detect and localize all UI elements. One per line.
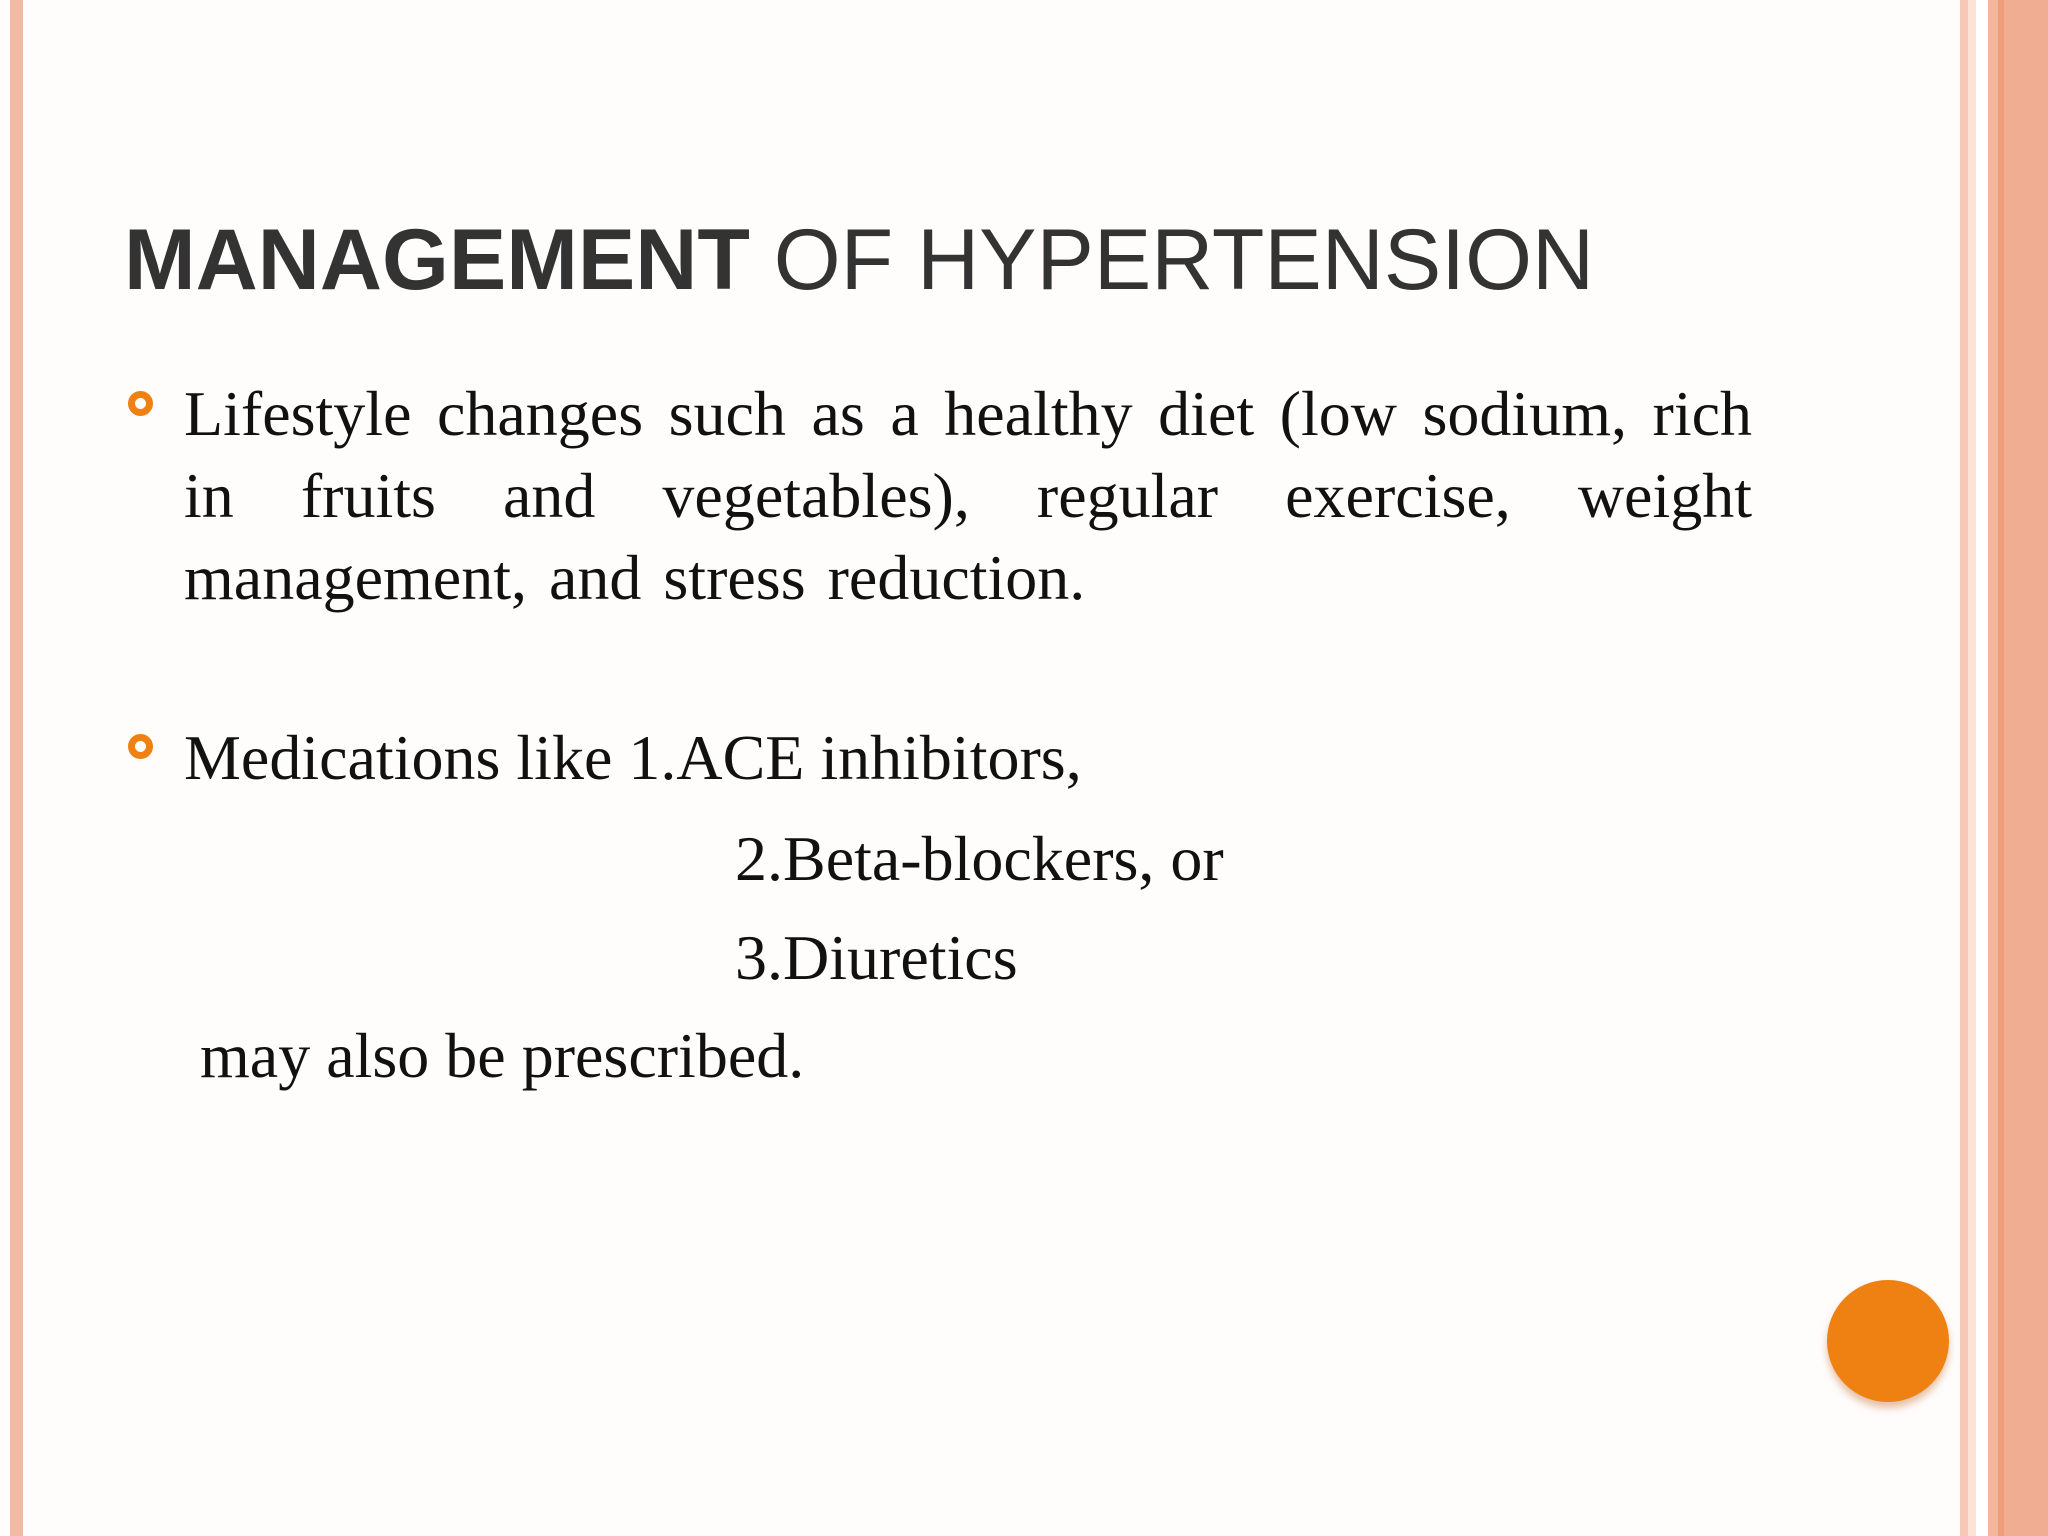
bullet-medications-line4: may also be prescribed. — [200, 1020, 805, 1091]
bullet-circle-icon — [128, 391, 153, 416]
slide-title — [124, 210, 1594, 310]
right-border-stripe — [2004, 0, 2048, 1536]
slide-title-rest: OF HYPERTENSION — [749, 212, 1595, 308]
right-border-stripe — [1976, 0, 1988, 1536]
right-border-stripe — [1960, 0, 1968, 1536]
bullet-medications-line2: 2.Beta-blockers, or — [735, 823, 1224, 894]
bullet-circle-icon — [128, 734, 153, 759]
bullet-medications-line1: Medications like 1.ACE inhibitors, — [184, 722, 1082, 793]
orange-circle-decoration-icon — [1827, 1280, 1949, 1402]
bullet-lifestyle-text: Lifestyle changes such as a healthy diet (low sodium, rich in fruits and vegetables), regular exercise, weight management, and stress reduction. — [184, 378, 1752, 613]
left-border-stripe — [10, 0, 23, 1536]
right-border-stripe — [1968, 0, 1976, 1536]
right-border-stripe — [1988, 0, 1998, 1536]
slide-title-bold: MANAGEMENT — [124, 212, 750, 308]
bullet-medications-line3: 3.Diuretics — [735, 922, 1018, 993]
